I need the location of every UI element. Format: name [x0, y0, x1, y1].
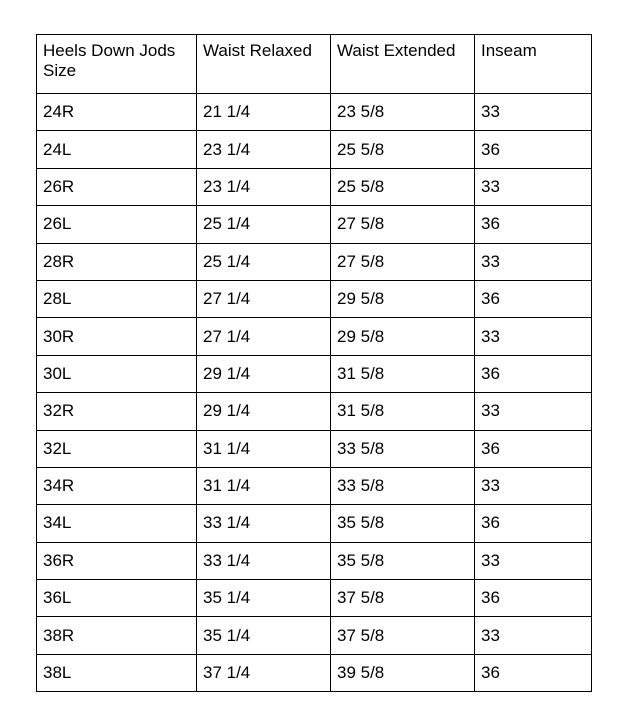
- cell-size: 38L: [37, 654, 197, 691]
- table-row: [37, 617, 592, 654]
- cell-size: 28R: [37, 243, 197, 280]
- cell-waist-extended: 31 5/8: [331, 393, 475, 430]
- cell-size: 28L: [37, 280, 197, 317]
- cell-size: 26L: [37, 206, 197, 243]
- cell-size: 34L: [37, 505, 197, 542]
- cell-waist-extended: 35 5/8: [331, 542, 475, 579]
- cell-waist-extended: 37 5/8: [331, 580, 475, 617]
- cell-waist-extended: 29 5/8: [331, 280, 475, 317]
- table-row: [37, 467, 592, 504]
- header-waist-extended: Waist Extended: [331, 35, 475, 94]
- cell-waist-relaxed: 37 1/4: [197, 654, 331, 691]
- table-body: [37, 94, 592, 692]
- cell-inseam: 33: [475, 393, 592, 430]
- cell-inseam: 36: [475, 580, 592, 617]
- cell-inseam: 36: [475, 131, 592, 168]
- cell-inseam: 36: [475, 430, 592, 467]
- cell-waist-extended: 29 5/8: [331, 318, 475, 355]
- cell-waist-extended: 31 5/8: [331, 355, 475, 392]
- cell-waist-relaxed: 35 1/4: [197, 580, 331, 617]
- cell-waist-relaxed: 35 1/4: [197, 617, 331, 654]
- cell-waist-extended: 27 5/8: [331, 243, 475, 280]
- cell-inseam: 33: [475, 542, 592, 579]
- cell-inseam: 33: [475, 94, 592, 131]
- cell-waist-relaxed: 23 1/4: [197, 131, 331, 168]
- cell-inseam: 36: [475, 280, 592, 317]
- cell-size: 34R: [37, 467, 197, 504]
- cell-waist-extended: 33 5/8: [331, 467, 475, 504]
- size-chart-table: [36, 34, 592, 692]
- cell-waist-relaxed: 31 1/4: [197, 430, 331, 467]
- header-waist-relaxed: Waist Relaxed: [197, 35, 331, 94]
- table-row: [37, 318, 592, 355]
- cell-inseam: 33: [475, 617, 592, 654]
- cell-waist-extended: 25 5/8: [331, 168, 475, 205]
- table-row: [37, 243, 592, 280]
- table-row: [37, 280, 592, 317]
- cell-inseam: 33: [475, 168, 592, 205]
- table-header: [37, 35, 592, 94]
- cell-waist-relaxed: 27 1/4: [197, 318, 331, 355]
- table-row: [37, 131, 592, 168]
- cell-waist-relaxed: 21 1/4: [197, 94, 331, 131]
- cell-size: 30L: [37, 355, 197, 392]
- cell-size: 24L: [37, 131, 197, 168]
- cell-waist-relaxed: 25 1/4: [197, 206, 331, 243]
- header-row: [37, 35, 592, 94]
- cell-size: 24R: [37, 94, 197, 131]
- cell-size: 36R: [37, 542, 197, 579]
- cell-inseam: 36: [475, 505, 592, 542]
- cell-size: 26R: [37, 168, 197, 205]
- cell-waist-extended: 39 5/8: [331, 654, 475, 691]
- cell-waist-extended: 33 5/8: [331, 430, 475, 467]
- cell-size: 32L: [37, 430, 197, 467]
- cell-waist-extended: 35 5/8: [331, 505, 475, 542]
- cell-size: 36L: [37, 580, 197, 617]
- cell-waist-relaxed: 31 1/4: [197, 467, 331, 504]
- table-row: [37, 168, 592, 205]
- cell-waist-relaxed: 29 1/4: [197, 393, 331, 430]
- table-row: [37, 94, 592, 131]
- table-row: [37, 430, 592, 467]
- cell-waist-relaxed: 23 1/4: [197, 168, 331, 205]
- cell-waist-relaxed: 33 1/4: [197, 505, 331, 542]
- table-row: [37, 580, 592, 617]
- header-size: Heels Down Jods Size: [37, 35, 197, 94]
- cell-waist-extended: 37 5/8: [331, 617, 475, 654]
- cell-inseam: 33: [475, 318, 592, 355]
- cell-waist-extended: 25 5/8: [331, 131, 475, 168]
- cell-inseam: 33: [475, 243, 592, 280]
- cell-inseam: 36: [475, 206, 592, 243]
- cell-size: 32R: [37, 393, 197, 430]
- cell-inseam: 36: [475, 654, 592, 691]
- table-row: [37, 206, 592, 243]
- table-row: [37, 505, 592, 542]
- cell-inseam: 33: [475, 467, 592, 504]
- cell-inseam: 36: [475, 355, 592, 392]
- cell-waist-relaxed: 29 1/4: [197, 355, 331, 392]
- cell-size: 30R: [37, 318, 197, 355]
- header-inseam: Inseam: [475, 35, 592, 94]
- cell-waist-extended: 27 5/8: [331, 206, 475, 243]
- cell-waist-relaxed: 33 1/4: [197, 542, 331, 579]
- cell-waist-relaxed: 27 1/4: [197, 280, 331, 317]
- table-row: [37, 542, 592, 579]
- table-row: [37, 654, 592, 691]
- cell-size: 38R: [37, 617, 197, 654]
- table-row: [37, 393, 592, 430]
- cell-waist-relaxed: 25 1/4: [197, 243, 331, 280]
- cell-waist-extended: 23 5/8: [331, 94, 475, 131]
- table-row: [37, 355, 592, 392]
